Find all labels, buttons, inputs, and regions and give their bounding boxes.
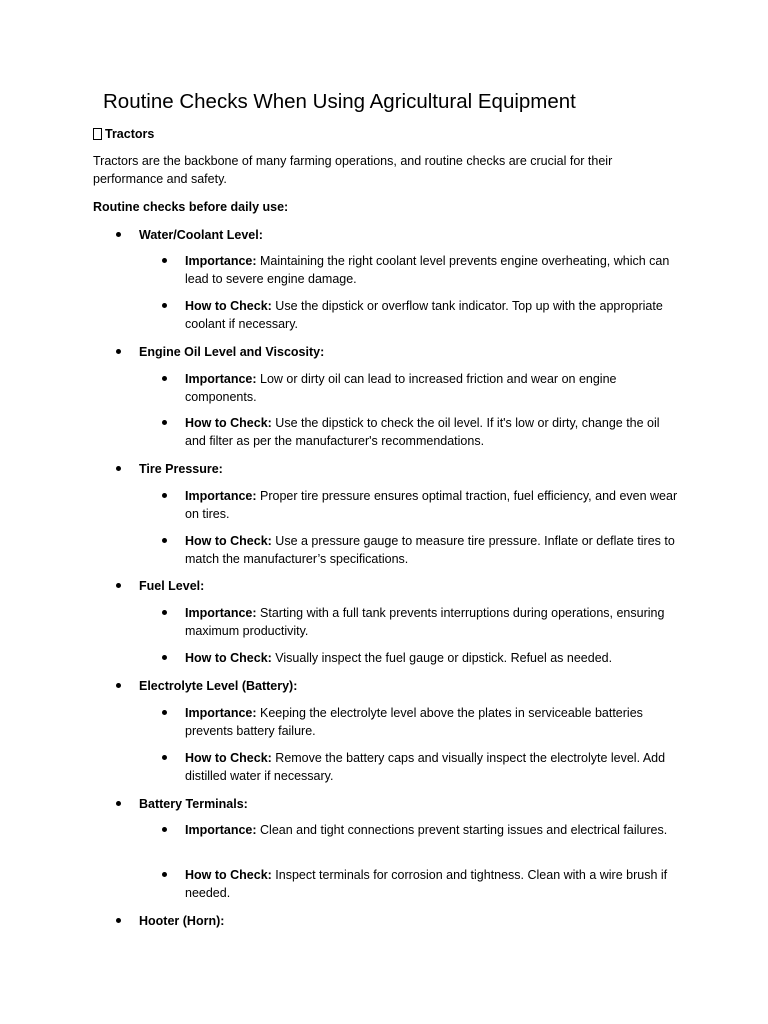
- detail-key: How to Check:: [185, 651, 272, 665]
- bullet-icon: [162, 872, 167, 877]
- detail-text: Starting with a full tank prevents interruptions during operations, ensuring maximum productivity.: [185, 606, 665, 638]
- section-heading-label: Tractors: [105, 127, 155, 141]
- detail-key: How to Check:: [185, 534, 272, 548]
- bullet-icon: [162, 827, 167, 832]
- check-detail: [185, 532, 680, 568]
- check-item-label: Electrolyte Level (Battery):: [139, 679, 298, 693]
- bullet-icon: [162, 376, 167, 381]
- document-title: Routine Checks When Using Agricultural Equipment: [103, 90, 576, 113]
- bullet-icon: [116, 583, 121, 588]
- detail-text: Inspect terminals for corrosion and tightness. Clean with a wire brush if needed.: [185, 868, 668, 900]
- bullet-icon: [162, 303, 167, 308]
- check-item-label: Water/Coolant Level:: [139, 228, 263, 242]
- detail-key: How to Check:: [185, 868, 272, 882]
- check-detail: [185, 866, 680, 902]
- detail-text: Low or dirty oil can lead to increased friction and wear on engine components.: [185, 372, 617, 404]
- bullet-icon: [162, 755, 167, 760]
- check-item-label: Hooter (Horn):: [139, 914, 225, 928]
- check-detail: [185, 749, 680, 785]
- bullet-icon: [162, 258, 167, 263]
- check-detail: [185, 297, 680, 333]
- detail-key: How to Check:: [185, 416, 272, 430]
- bullet-icon: [162, 420, 167, 425]
- detail-text: Visually inspect the fuel gauge or dipstick. Refuel as needed.: [271, 651, 613, 665]
- check-detail: [185, 821, 680, 839]
- detail-key: Importance:: [185, 823, 257, 837]
- bullet-icon: [116, 232, 121, 237]
- check-item-label: Engine Oil Level and Viscosity:: [139, 345, 325, 359]
- check-item-label: Fuel Level:: [139, 579, 205, 593]
- check-detail: [185, 704, 680, 740]
- bullet-icon: [162, 610, 167, 615]
- detail-text: Proper tire pressure ensures optimal traction, fuel efficiency, and even wear on tires.: [185, 489, 678, 521]
- check-detail: [185, 370, 680, 406]
- detail-key: Importance:: [185, 489, 257, 503]
- check-item-label: Tire Pressure:: [139, 462, 223, 476]
- bullet-icon: [116, 918, 121, 923]
- detail-text: Remove the battery caps and visually inspect the electrolyte level. Add distilled water if necessary.: [185, 751, 666, 783]
- bullet-icon: [116, 683, 121, 688]
- bullet-icon: [116, 801, 121, 806]
- detail-text: Use the dipstick or overflow tank indicator. Top up with the appropriate coolant if necessary.: [185, 299, 663, 331]
- detail-text: Keeping the electrolyte level above the plates in serviceable batteries prevents battery failure.: [185, 706, 643, 738]
- bullet-icon: [116, 466, 121, 471]
- section-heading: [93, 125, 154, 143]
- detail-key: How to Check:: [185, 299, 272, 313]
- bullet-icon: [162, 538, 167, 543]
- check-detail: [185, 649, 680, 667]
- detail-text: Clean and tight connections prevent starting issues and electrical failures.: [256, 823, 668, 837]
- check-detail: [185, 604, 680, 640]
- check-detail: [185, 487, 680, 523]
- detail-key: Importance:: [185, 372, 257, 386]
- check-detail: [185, 414, 680, 450]
- detail-key: Importance:: [185, 254, 257, 268]
- bullet-icon: [162, 655, 167, 660]
- detail-text: Use a pressure gauge to measure tire pressure. Inflate or deflate tires to match the manufacturer’s specifications.: [185, 534, 675, 566]
- check-detail: [185, 252, 680, 288]
- check-item-label: Battery Terminals:: [139, 797, 248, 811]
- detail-key: How to Check:: [185, 751, 272, 765]
- detail-key: Importance:: [185, 606, 257, 620]
- detail-text: Use the dipstick to check the oil level. If it's low or dirty, change the oil and filter as per the manufacturer's recommendations.: [185, 416, 660, 448]
- detail-key: Importance:: [185, 706, 257, 720]
- intro-paragraph: Tractors are the backbone of many farming operations, and routine checks are crucial for their performance and safety.: [93, 154, 613, 186]
- subheading: Routine checks before daily use:: [93, 200, 289, 214]
- bullet-icon: [162, 493, 167, 498]
- missing-glyph-icon: [93, 128, 102, 140]
- bullet-icon: [116, 349, 121, 354]
- detail-text: Maintaining the right coolant level prevents engine overheating, which can lead to severe engine damage.: [185, 254, 670, 286]
- bullet-icon: [162, 710, 167, 715]
